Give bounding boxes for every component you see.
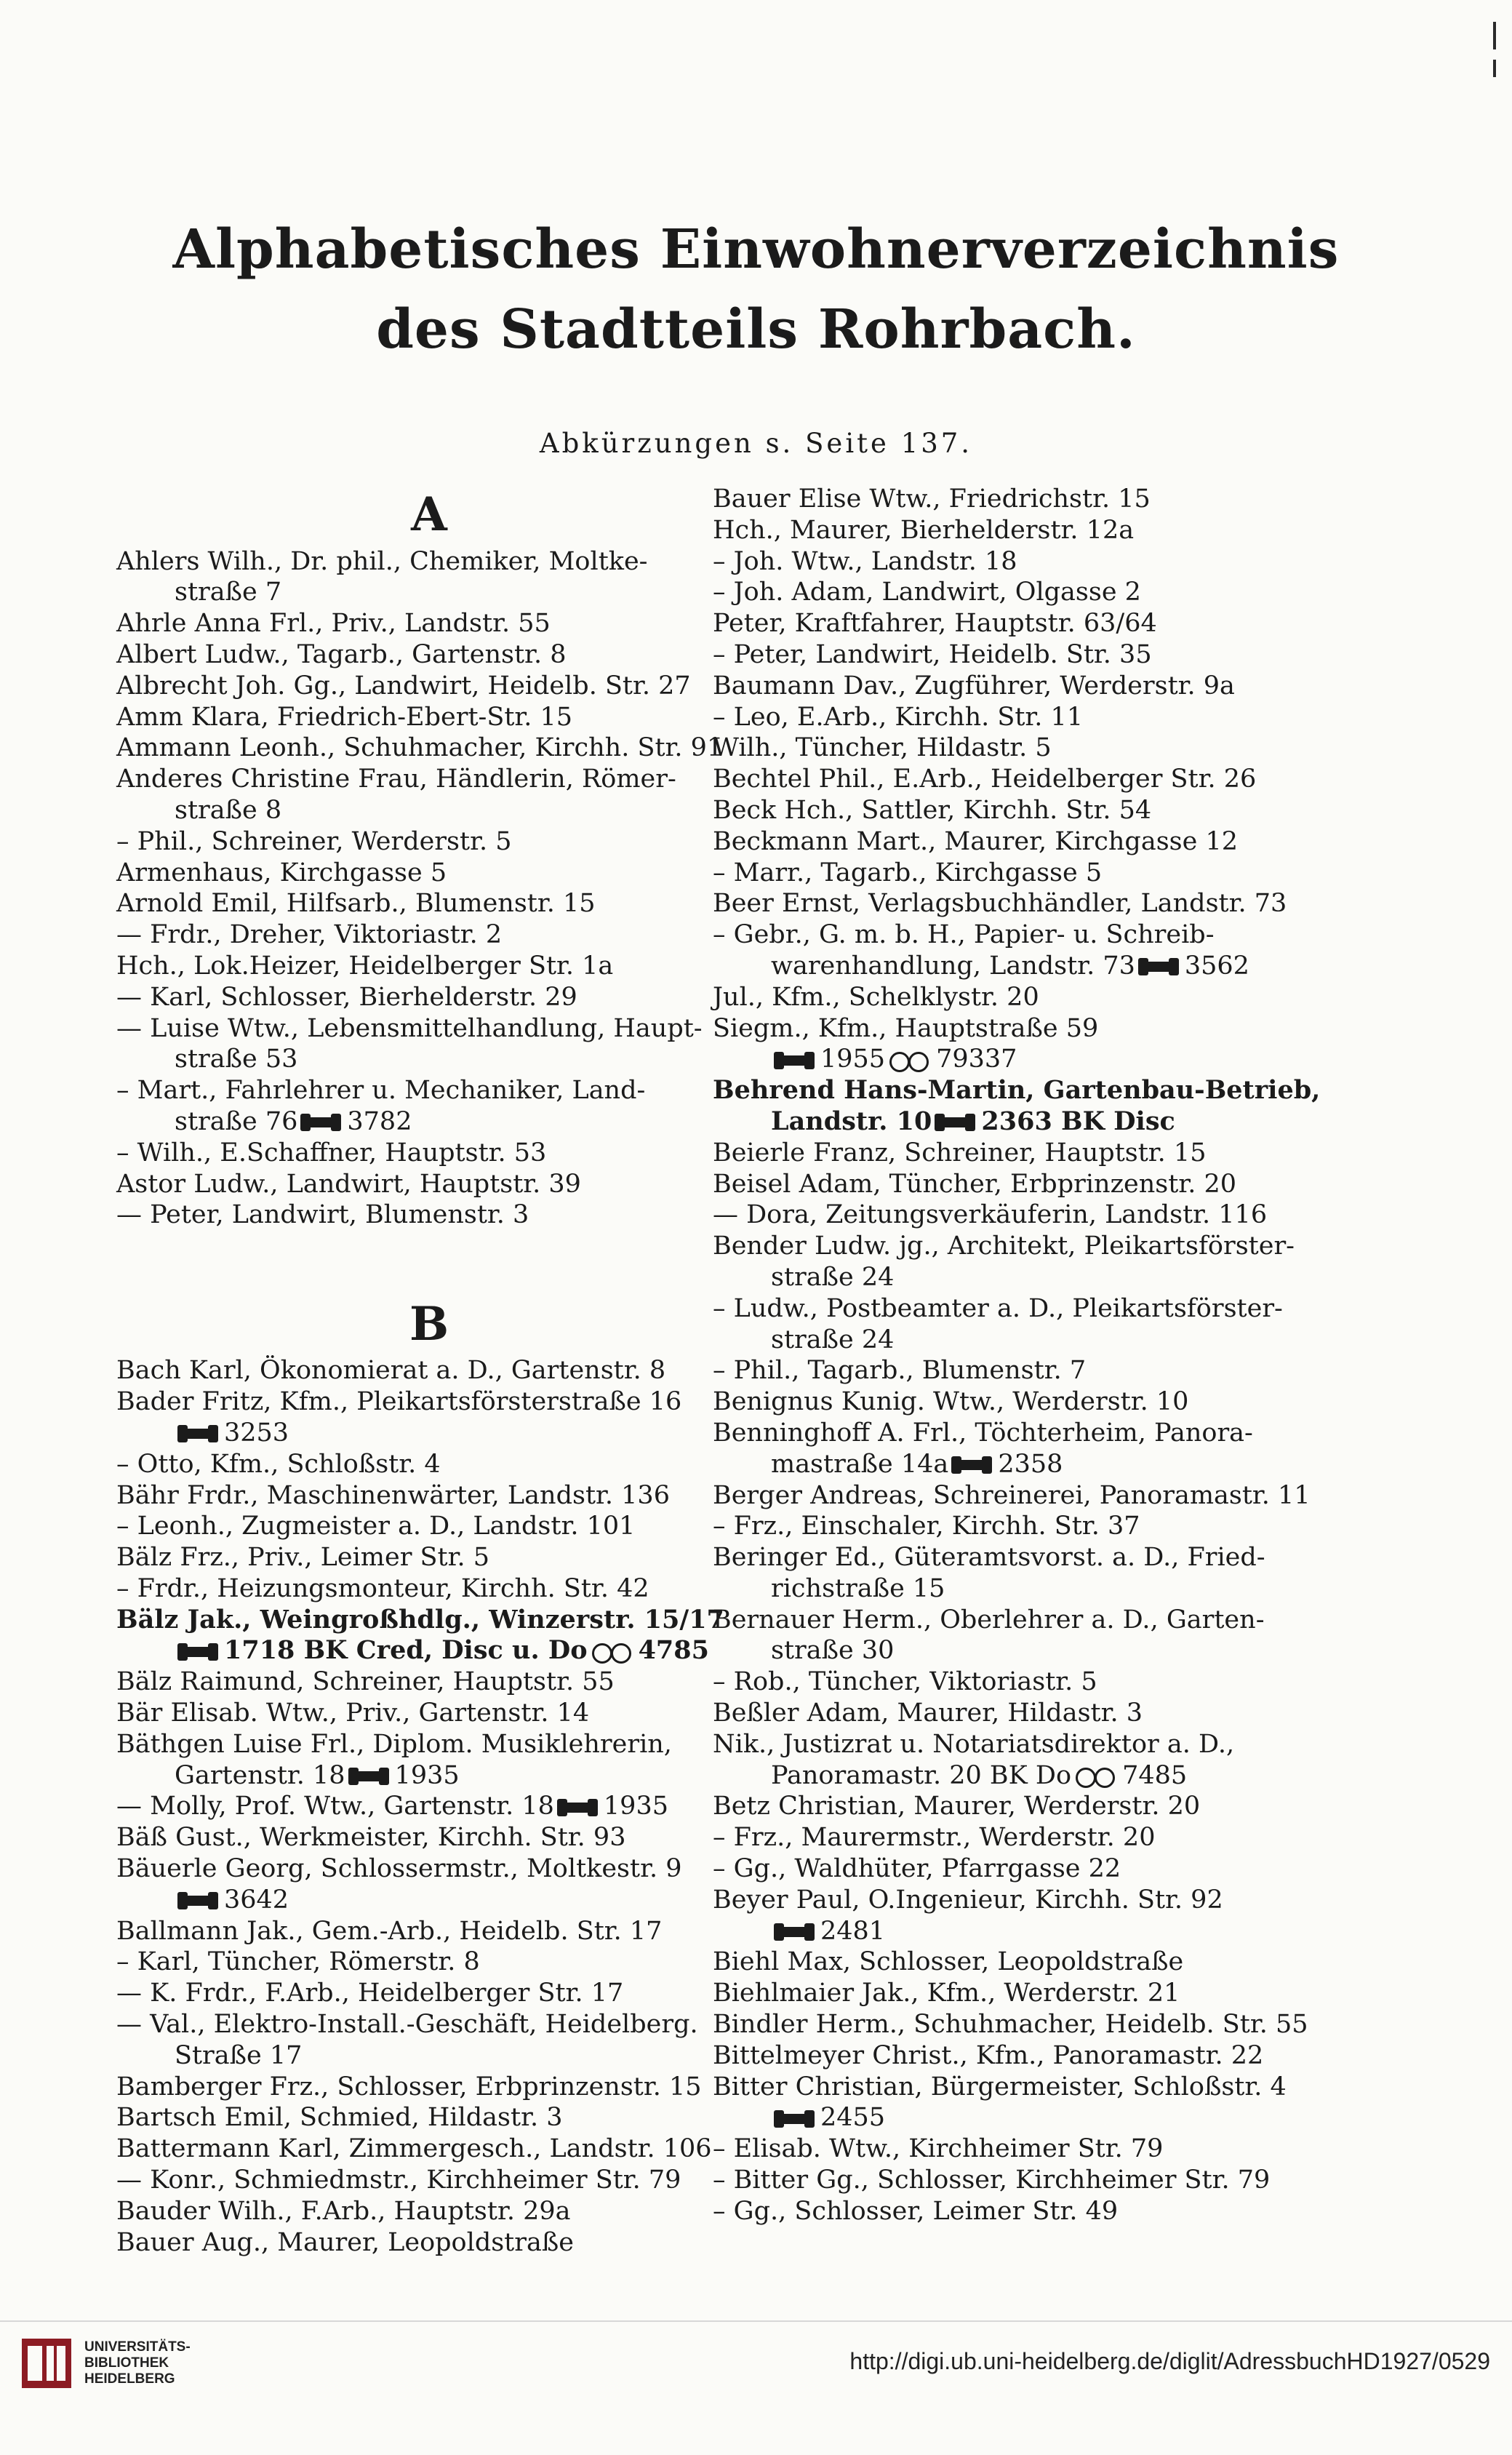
a-entries-list: [116, 546, 742, 1232]
entry-text: Berger Andreas, Schreinerei, Panoramastr. 11: [713, 1480, 1311, 1510]
entry-continuation-text: Straße 17: [175, 2040, 303, 2070]
entry-text: Bälz Frz., Priv., Leimer Str. 5: [116, 1543, 490, 1573]
directory-entry: [713, 702, 1338, 733]
directory-entry: [713, 1293, 1338, 1356]
entry-text: – Mart., Fahrlehrer u. Mechaniker, Land-: [116, 1076, 646, 1106]
entry-continuation: [713, 2102, 1338, 2133]
page-title-line2: des Stadtteils Rohrbach.: [376, 298, 1136, 361]
postal-check-number: 7485: [1122, 1760, 1188, 1790]
entry-continuation: [116, 1635, 742, 1666]
directory-entry: [713, 1355, 1338, 1386]
entry-text: – Elisab. Wtw., Kirchheimer Str. 79: [713, 2134, 1164, 2164]
entry-text: Ahrle Anna Frl., Priv., Landstr. 55: [116, 609, 551, 639]
entry-continuation: [713, 1325, 1338, 1356]
directory-entry: [116, 1355, 742, 1386]
directory-entry: [713, 577, 1338, 608]
entry-text: Bauer Elise Wtw., Friedrichstr. 15: [713, 484, 1151, 514]
entry-text: Beierle Franz, Schreiner, Hauptstr. 15: [713, 1138, 1207, 1167]
entry-text: Benninghoff A. Frl., Töchterheim, Panora-: [713, 1418, 1253, 1448]
entry-text: – Leonh., Zugmeister a. D., Landstr. 101: [116, 1512, 636, 1541]
entry-text: Albrecht Joh. Gg., Landwirt, Heidelb. Str. 27: [116, 671, 691, 700]
telephone-icon: [302, 1117, 340, 1127]
margin-mark-bottom: [1493, 60, 1496, 77]
entry-text: — Luise Wtw., Lebensmittelhandlung, Haupt-: [116, 1013, 703, 1043]
directory-entry: [116, 1698, 742, 1729]
directory-entry: [116, 2102, 742, 2133]
telephone-icon: [775, 1927, 813, 1937]
entry-continuation: [713, 1106, 1338, 1138]
section-letter-a: A: [411, 487, 447, 542]
directory-entry: [713, 858, 1338, 889]
directory-entry: [116, 1916, 742, 1947]
telephone-number: 1718 BK Cred, Disc u. Do: [224, 1635, 588, 1666]
entry-continuation-text: Landstr. 10: [771, 1106, 932, 1136]
directory-entry: [116, 951, 742, 982]
entry-text: Bauder Wilh., F.Arb., Hauptstr. 29a: [116, 2196, 571, 2226]
entry-text: — Frdr., Dreher, Viktoriastr. 2: [116, 920, 503, 950]
library-name-line3: HEIDELBERG: [84, 2371, 175, 2387]
entry-text: – Frz., Einschaler, Kirchh. Str. 37: [713, 1512, 1140, 1541]
abbreviations-note: Abkürzungen s. Seite 137.: [539, 428, 973, 459]
directory-entry: [116, 2133, 742, 2165]
directory-entry: [116, 2227, 742, 2259]
directory-entry: [116, 732, 742, 764]
entry-text: Bender Ludw. jg., Architekt, Pleikartsförster-: [713, 1232, 1295, 1261]
entry-continuation: [713, 1916, 1338, 1947]
telephone-number: 1935: [603, 1792, 668, 1821]
postal-check-icon: [592, 1643, 631, 1661]
entry-continuation: [116, 795, 742, 826]
directory-entry: [713, 1480, 1338, 1512]
directory-entry: [713, 1511, 1338, 1542]
directory-entry: [713, 795, 1338, 826]
telephone-number: 2455: [820, 2103, 886, 2133]
entry-text: Beringer Ed., Güteramtsvorst. a. D., Fried-: [713, 1543, 1265, 1573]
directory-entry: [713, 608, 1338, 639]
entry-continuation-text: straße 30: [771, 1636, 895, 1666]
entry-continuation: [713, 1449, 1338, 1480]
library-logo-icon: [22, 2339, 71, 2388]
entry-text: – Joh. Wtw., Landstr. 18: [713, 546, 1017, 576]
directory-entry: [116, 1729, 742, 1792]
directory-entry: [116, 1573, 742, 1605]
directory-entry: [713, 1013, 1338, 1076]
telephone-number: 3253: [224, 1418, 289, 1448]
margin-mark-top: [1493, 22, 1496, 49]
telephone-number: 3782: [347, 1106, 412, 1136]
telephone-icon: [775, 2114, 813, 2124]
telephone-icon: [179, 1896, 217, 1906]
entry-continuation: [713, 1760, 1338, 1792]
entry-text: Bindler Herm., Schuhmacher, Heidelb. Str. 55: [713, 2010, 1308, 2040]
directory-entry: [713, 1386, 1338, 1418]
directory-entry: [116, 2009, 742, 2072]
entry-text: – Peter, Landwirt, Heidelb. Str. 35: [713, 639, 1152, 669]
entry-text: Beer Ernst, Verlagsbuchhändler, Landstr. 73: [713, 889, 1287, 919]
entry-text: Hch., Maurer, Bierhelderstr. 12a: [713, 515, 1135, 545]
directory-entry: [116, 1075, 742, 1138]
directory-entry: [116, 826, 742, 858]
footer-divider: [0, 2320, 1512, 2322]
directory-entry: [713, 2040, 1338, 2072]
entry-text: Bach Karl, Ökonomierat a. D., Gartenstr. 8: [116, 1356, 666, 1386]
entry-continuation: [116, 1106, 742, 1138]
entry-continuation: [713, 1262, 1338, 1293]
entry-continuation: [713, 1573, 1338, 1605]
entry-text: Hch., Lok.Heizer, Heidelberger Str. 1a: [116, 951, 614, 981]
directory-entry: [116, 982, 742, 1013]
entry-text: Beyer Paul, O.Ingenieur, Kirchh. Str. 92: [713, 1885, 1223, 1915]
telephone-icon: [936, 1117, 974, 1127]
telephone-icon: [1140, 962, 1177, 972]
directory-entry: [116, 2072, 742, 2103]
telephone-number: 1955: [820, 1045, 886, 1074]
directory-entry: [713, 1542, 1338, 1605]
entry-text: – Rob., Tüncher, Viktoriastr. 5: [713, 1667, 1097, 1697]
entry-text: – Gebr., G. m. b. H., Papier- u. Schreib-: [713, 920, 1215, 950]
telephone-icon: [953, 1460, 991, 1470]
directory-entry: [713, 826, 1338, 858]
entry-text: Biehlmaier Jak., Kfm., Werderstr. 21: [713, 1979, 1180, 2008]
entry-continuation-text: Panoramastr. 20 BK Do: [771, 1760, 1072, 1790]
telephone-icon: [775, 1055, 813, 1066]
entry-continuation-text: straße 8: [175, 795, 282, 825]
directory-entry: [713, 1418, 1338, 1480]
entry-continuation: [116, 1044, 742, 1075]
entry-continuation-text: mastraße 14a: [771, 1449, 949, 1479]
directory-entry: [713, 546, 1338, 578]
entry-text: — Peter, Landwirt, Blumenstr. 3: [116, 1200, 529, 1230]
entry-text: Beßler Adam, Maurer, Hildastr. 3: [713, 1698, 1143, 1728]
directory-entry: [116, 1386, 742, 1449]
telephone-icon: [179, 1647, 217, 1657]
entry-text: Jul., Kfm., Schelklystr. 20: [713, 982, 1039, 1012]
directory-entry: [713, 1605, 1338, 1667]
entry-text: Battermann Karl, Zimmergesch., Landstr. 106: [116, 2134, 712, 2164]
postal-check-icon: [1076, 1768, 1115, 1785]
directory-entry: [116, 1511, 742, 1542]
entry-text: Bernauer Herm., Oberlehrer a. D., Garten-: [713, 1605, 1265, 1634]
directory-entry: [713, 1169, 1338, 1200]
directory-entry: [713, 1666, 1338, 1698]
entry-text: Baumann Dav., Zugführer, Werderstr. 9a: [713, 671, 1235, 700]
directory-entry: [116, 1791, 742, 1822]
b-entries-list: [116, 1355, 742, 2258]
telephone-number: 3642: [224, 1885, 289, 1915]
directory-entry: [116, 1853, 742, 1916]
library-name-line1: UNIVERSITÄTS-: [84, 2339, 191, 2355]
right-column: [713, 484, 1338, 2227]
entry-text: — Val., Elektro-Install.-Geschäft, Heidelberg.: [116, 2010, 698, 2040]
directory-entry: [116, 2165, 742, 2196]
entry-text: Bär Elisab. Wtw., Priv., Gartenstr. 14: [116, 1698, 590, 1728]
entry-text: – Frdr., Heizungsmonteur, Kirchh. Str. 42: [116, 1573, 649, 1603]
directory-entry: [116, 1199, 742, 1231]
page-title-line1: Alphabetisches Einwohnerverzeichnis: [172, 218, 1340, 281]
entry-continuation: [713, 1635, 1338, 1666]
library-name: [84, 2339, 191, 2387]
entry-text: Ammann Leonh., Schuhmacher, Kirchh. Str. 91: [116, 733, 724, 763]
entry-text: Bälz Jak., Weingroßhdlg., Winzerstr. 15/17: [116, 1604, 724, 1634]
directory-entry: [713, 2133, 1338, 2165]
entry-text: Beisel Adam, Tüncher, Erbprinzenstr. 20: [713, 1169, 1236, 1199]
directory-entry: [713, 732, 1338, 764]
telephone-number: 2481: [820, 1916, 886, 1946]
directory-entry: [713, 1947, 1338, 1978]
entry-text: — K. Frdr., F.Arb., Heidelberger Str. 17: [116, 1979, 624, 2008]
directory-entry: [116, 1947, 742, 1978]
directory-entry: [713, 1822, 1338, 1853]
entry-text: Ahlers Wilh., Dr. phil., Chemiker, Moltke-: [116, 546, 648, 576]
entry-text: – Phil., Tagarb., Blumenstr. 7: [713, 1356, 1087, 1386]
directory-entry: [713, 2165, 1338, 2196]
entry-text: Biehl Max, Schlosser, Leopoldstraße: [713, 1947, 1184, 1977]
directory-entry: [116, 1666, 742, 1698]
entry-continuation: [116, 1418, 742, 1449]
entry-text: Bechtel Phil., E.Arb., Heidelberger Str. 26: [713, 765, 1257, 794]
entry-text: – Gg., Schlosser, Leimer Str. 49: [713, 2196, 1119, 2226]
entry-text: – Phil., Schreiner, Werderstr. 5: [116, 826, 512, 856]
entry-text: — Molly, Prof. Wtw., Gartenstr. 18: [116, 1792, 554, 1821]
entry-text: Behrend Hans-Martin, Gartenbau-Betrieb,: [713, 1075, 1321, 1106]
entry-continuation-text: straße 24: [771, 1262, 895, 1292]
entry-text: Peter, Kraftfahrer, Hauptstr. 63/64: [713, 609, 1157, 639]
entry-continuation-text: Gartenstr. 18: [175, 1760, 345, 1790]
entry-text: Bähr Frdr., Maschinenwärter, Landstr. 136: [116, 1480, 670, 1510]
entry-continuation-text: straße 76: [175, 1106, 298, 1136]
entry-text: – Marr., Tagarb., Kirchgasse 5: [713, 858, 1103, 887]
entry-text: Bälz Raimund, Schreiner, Hauptstr. 55: [116, 1667, 615, 1697]
directory-entry: [116, 888, 742, 919]
entry-text: Beckmann Mart., Maurer, Kirchgasse 12: [713, 826, 1238, 856]
entry-continuation: [116, 2040, 742, 2072]
directory-entry: [713, 1231, 1338, 1293]
directory-entry: [116, 1480, 742, 1512]
entry-text: Bamberger Frz., Schlosser, Erbprinzenstr. 15: [116, 2072, 702, 2101]
entry-text: Bittelmeyer Christ., Kfm., Panoramastr. 22: [713, 2040, 1264, 2070]
telephone-number: 3562: [1184, 951, 1249, 981]
entry-continuation: [713, 1044, 1338, 1075]
entry-continuation: [116, 577, 742, 608]
directory-entry: [116, 764, 742, 826]
directory-entry: [713, 2196, 1338, 2227]
directory-entry: [713, 888, 1338, 919]
directory-entry: [116, 1169, 742, 1200]
directory-entry: [713, 1885, 1338, 1947]
entry-text: Amm Klara, Friedrich-Ebert-Str. 15: [116, 702, 573, 732]
entry-continuation-text: straße 7: [175, 578, 282, 607]
directory-entry: [713, 1075, 1338, 1138]
entry-text: – Gg., Waldhüter, Pfarrgasse 22: [713, 1854, 1121, 1884]
directory-entry: [116, 702, 742, 733]
entry-text: – Otto, Kfm., Schloßstr. 4: [116, 1449, 441, 1479]
entry-text: Bauer Aug., Maurer, Leopoldstraße: [116, 2227, 574, 2257]
postal-check-number: 79337: [936, 1045, 1017, 1074]
entry-text: – Karl, Tüncher, Römerstr. 8: [116, 1947, 480, 1977]
directory-entry: [116, 1605, 742, 1667]
directory-entry: [713, 1853, 1338, 1885]
directory-entry: [713, 919, 1338, 982]
directory-entry: [116, 608, 742, 639]
section-letter-b: B: [409, 1296, 449, 1352]
entry-text: Arnold Emil, Hilfsarb., Blumenstr. 15: [116, 889, 596, 919]
entry-text: Bäthgen Luise Frl., Diplom. Musiklehrerin,: [116, 1729, 672, 1759]
postal-check-number: 4785: [638, 1635, 709, 1666]
directory-entry: [116, 1978, 742, 2009]
entry-text: Siegm., Kfm., Hauptstraße 59: [713, 1013, 1099, 1043]
entry-text: – Wilh., E.Schaffner, Hauptstr. 53: [116, 1138, 547, 1167]
entry-text: Bitter Christian, Bürgermeister, Schloßstr. 4: [713, 2072, 1287, 2101]
entry-continuation-text: straße 24: [771, 1325, 895, 1354]
entry-text: Bäß Gust., Werkmeister, Kirchh. Str. 93: [116, 1823, 626, 1853]
directory-entry: [713, 2072, 1338, 2134]
entry-text: Bartsch Emil, Schmied, Hildastr. 3: [116, 2103, 563, 2133]
right-entries-list: [713, 484, 1338, 2227]
telephone-number: 2363 BK Disc: [981, 1106, 1175, 1136]
postal-check-icon: [889, 1052, 929, 1069]
directory-entry: [116, 546, 742, 609]
directory-entry: [116, 639, 742, 671]
directory-entry: [116, 1822, 742, 1853]
telephone-number: 2358: [998, 1449, 1063, 1479]
directory-entry: [116, 1449, 742, 1480]
directory-entry: [713, 2009, 1338, 2040]
directory-entry: [713, 515, 1338, 546]
entry-text: Bader Fritz, Kfm., Pleikartsförsterstraße 16: [116, 1387, 682, 1417]
entry-text: Albert Ludw., Tagarb., Gartenstr. 8: [116, 639, 567, 669]
directory-entry: [116, 1542, 742, 1573]
directory-entry: [713, 1791, 1338, 1822]
directory-entry: [116, 1013, 742, 1076]
directory-entry: [713, 639, 1338, 671]
entry-text: Nik., Justizrat u. Notariatsdirektor a. D.,: [713, 1729, 1235, 1759]
entry-continuation-text: richstraße 15: [771, 1573, 945, 1603]
entry-continuation: [713, 951, 1338, 982]
entry-text: Astor Ludw., Landwirt, Hauptstr. 39: [116, 1169, 581, 1199]
entry-text: — Konr., Schmiedmstr., Kirchheimer Str. 79: [116, 2165, 681, 2195]
directory-entry: [713, 1978, 1338, 2009]
telephone-icon: [179, 1429, 217, 1439]
telephone-number: 1935: [394, 1760, 460, 1790]
directory-entry: [713, 1698, 1338, 1729]
entry-text: – Leo, E.Arb., Kirchh. Str. 11: [713, 702, 1084, 732]
entry-text: – Joh. Adam, Landwirt, Olgasse 2: [713, 578, 1141, 607]
entry-text: – Frz., Maurermstr., Werderstr. 20: [713, 1823, 1156, 1853]
telephone-icon: [350, 1771, 388, 1781]
library-logo: [22, 2339, 191, 2388]
directory-entry: [116, 671, 742, 702]
entry-text: – Ludw., Postbeamter a. D., Pleikartsförster-: [713, 1293, 1283, 1323]
entry-continuation: [116, 1885, 742, 1916]
entry-text: — Karl, Schlosser, Bierhelderstr. 29: [116, 982, 577, 1012]
entry-text: Benignus Kunig. Wtw., Werderstr. 10: [713, 1387, 1189, 1417]
directory-entry: [713, 1138, 1338, 1169]
left-column: [116, 484, 742, 2258]
directory-entry: [713, 671, 1338, 702]
directory-entry: [713, 484, 1338, 515]
entry-text: – Bitter Gg., Schlosser, Kirchheimer Str. 79: [713, 2165, 1271, 2195]
library-name-line2: BIBLIOTHEK: [84, 2355, 169, 2371]
directory-entry: [713, 1199, 1338, 1231]
directory-entry: [116, 858, 742, 889]
entry-text: Betz Christian, Maurer, Werderstr. 20: [713, 1792, 1201, 1821]
directory-entry: [116, 2196, 742, 2227]
directory-entry: [713, 1729, 1338, 1792]
entry-text: — Dora, Zeitungsverkäuferin, Landstr. 116: [713, 1200, 1268, 1230]
entry-text: Beck Hch., Sattler, Kirchh. Str. 54: [713, 795, 1152, 825]
directory-entry: [713, 764, 1338, 795]
entry-text: Wilh., Tüncher, Hildastr. 5: [713, 733, 1052, 763]
directory-entry: [116, 1138, 742, 1169]
telephone-icon: [559, 1803, 596, 1813]
entry-continuation-text: straße 53: [175, 1045, 298, 1074]
source-url[interactable]: http://digi.ub.uni-heidelberg.de/diglit/AdressbuchHD1927/0529: [849, 2348, 1490, 2374]
directory-entry: [713, 982, 1338, 1013]
entry-text: Armenhaus, Kirchgasse 5: [116, 858, 447, 887]
entry-text: Bäuerle Georg, Schlossermstr., Moltkestr. 9: [116, 1854, 682, 1884]
entry-continuation-text: warenhandlung, Landstr. 73: [771, 951, 1135, 981]
directory-entry: [116, 919, 742, 951]
entry-text: Anderes Christine Frau, Händlerin, Römer-: [116, 765, 676, 794]
entry-continuation: [116, 1760, 742, 1792]
entry-text: Ballmann Jak., Gem.-Arb., Heidelb. Str. 17: [116, 1916, 663, 1946]
